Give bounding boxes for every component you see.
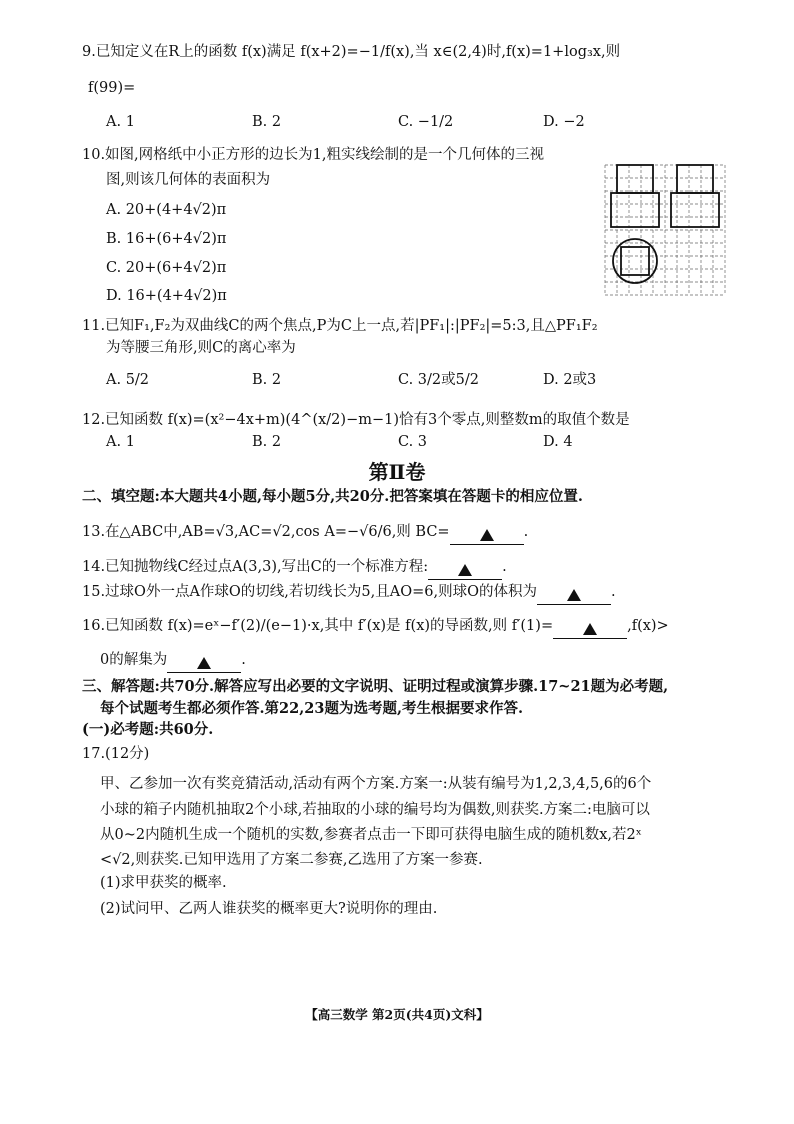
section3-instructions-1: 三、解答题:共70分.解答应写出必要的文字说明、证明过程或演算步骤.17~21题为必考题,: [82, 678, 669, 695]
required-section-title: (一)必考题:共60分.: [82, 721, 214, 738]
q9-option-b: B. 2: [252, 114, 282, 130]
q11-option-b: B. 2: [252, 372, 282, 388]
q10-option-b: B. 16+(6+4√2)π: [106, 231, 227, 247]
q14-end: .: [502, 559, 507, 575]
q16-text-d: .: [241, 652, 246, 668]
q15-line: [82, 582, 616, 605]
q13-answer-blank: [450, 526, 524, 545]
q16-text-c: 0的解集为: [100, 652, 168, 668]
triangle-icon: [480, 529, 494, 541]
section2-instructions: 二、填空题:本大题共4小题,每小题5分,共20分.把答案填在答题卡的相应位置.: [82, 488, 583, 505]
q9-option-d: D. −2: [543, 114, 585, 130]
q12-option-d: D. 4: [543, 434, 573, 450]
triangle-icon: [583, 623, 597, 635]
q17-para-3: 从0~2内随机生成一个随机的实数,参赛者点击一下即可获得电脑生成的随机数x,若2ˣ: [100, 827, 642, 843]
section3-instructions-2: 每个试题考生都必须作答.第22,23题为选考题,考生根据要求作答.: [100, 700, 524, 717]
q15-end: .: [610, 584, 616, 600]
q17-para-4: <√2,则获奖.已知甲选用了方案二参赛,乙选用了方案一参赛.: [100, 852, 483, 868]
q13-text: 13.在△ABC中,AB=√3,AC=√2,cos A=−√6/6,则 BC=: [82, 524, 450, 540]
q17-head: 17.(12分): [82, 746, 150, 762]
q14-line: [82, 557, 507, 580]
q16-answer-blank-1: [553, 620, 627, 639]
q9-line1: 9.已知定义在R上的函数 f(x)满足 f(x+2)=−1/f(x),当 x∈(2,4)时,f(x)=1+log₃x,则: [82, 44, 621, 60]
three-view-figure: [603, 163, 727, 299]
q15-answer-blank: [537, 586, 611, 605]
q17-sub-2: (2)试问甲、乙两人谁获奖的概率更大?说明你的理由.: [100, 901, 438, 917]
q16-answer-blank-2: [167, 654, 241, 673]
q11-option-c: C. 3/2或5/2: [398, 372, 479, 388]
q11-option-a: A. 5/2: [106, 372, 150, 388]
q16-line1: [82, 616, 669, 639]
q12-option-a: A. 1: [106, 434, 135, 450]
q16-line2: [100, 650, 246, 673]
q12-option-c: C. 3: [398, 434, 428, 450]
q10-option-a: A. 20+(4+4√2)π: [106, 202, 227, 218]
q9-option-c: C. −1/2: [398, 114, 454, 130]
q11-line2: 为等腰三角形,则C的离心率为: [106, 340, 296, 356]
q10-option-d: D. 16+(4+4√2)π: [106, 288, 227, 304]
q17-para-2: 小球的箱子内随机抽取2个小球,若抽取的小球的编号均为偶数,则获奖.方案二:电脑可以: [100, 802, 650, 818]
q10-option-c: C. 20+(6+4√2)π: [106, 260, 227, 276]
q9-line2: f(99)=: [88, 80, 136, 96]
q16-text-a: 16.已知函数 f(x)=eˣ−f′(2)/(e−1)·x,其中 f′(x)是 f(x)的导函数,则 f′(1)=: [82, 618, 554, 634]
q12-option-b: B. 2: [252, 434, 282, 450]
triangle-icon: [197, 657, 211, 669]
section2-title: 第Ⅱ卷: [368, 460, 426, 484]
q10-line1: 10.如图,网格纸中小正方形的边长为1,粗实线绘制的是一个几何体的三视: [82, 147, 545, 163]
q14-text: 14.已知抛物线C经过点A(3,3),写出C的一个标准方程:: [82, 559, 429, 575]
q11-option-d: D. 2或3: [543, 372, 597, 388]
q17-para-1: 甲、乙参加一次有奖竞猜活动,活动有两个方案.方案一:从装有编号为1,2,3,4,5,6的6个: [100, 776, 652, 792]
q14-answer-blank: [428, 561, 502, 580]
triangle-icon: [458, 564, 472, 576]
q10-line2: 图,则该几何体的表面积为: [106, 172, 271, 188]
q16-text-b: ,f(x)>: [627, 618, 669, 634]
q11-line1: 11.已知F₁,F₂为双曲线C的两个焦点,P为C上一点,若|PF₁|:|PF₂|=5:3,且△PF₁F₂: [82, 318, 598, 334]
q15-text: 15.过球O外一点A作球O的切线,若切线长为5,且AO=6,则球O的体积为: [82, 584, 537, 600]
triangle-icon: [567, 589, 581, 601]
q12-line1: 12.已知函数 f(x)=(x²−4x+m)(4^(x/2)−m−1)恰有3个零点,则整数m的取值个数是: [82, 412, 630, 428]
q17-sub-1: (1)求甲获奖的概率.: [100, 875, 227, 891]
q13-line: [82, 522, 528, 545]
q13-end: .: [523, 524, 529, 540]
q9-option-a: A. 1: [106, 114, 135, 130]
page-footer: 【高三数学 第2页(共4页)文科】: [305, 1007, 489, 1022]
